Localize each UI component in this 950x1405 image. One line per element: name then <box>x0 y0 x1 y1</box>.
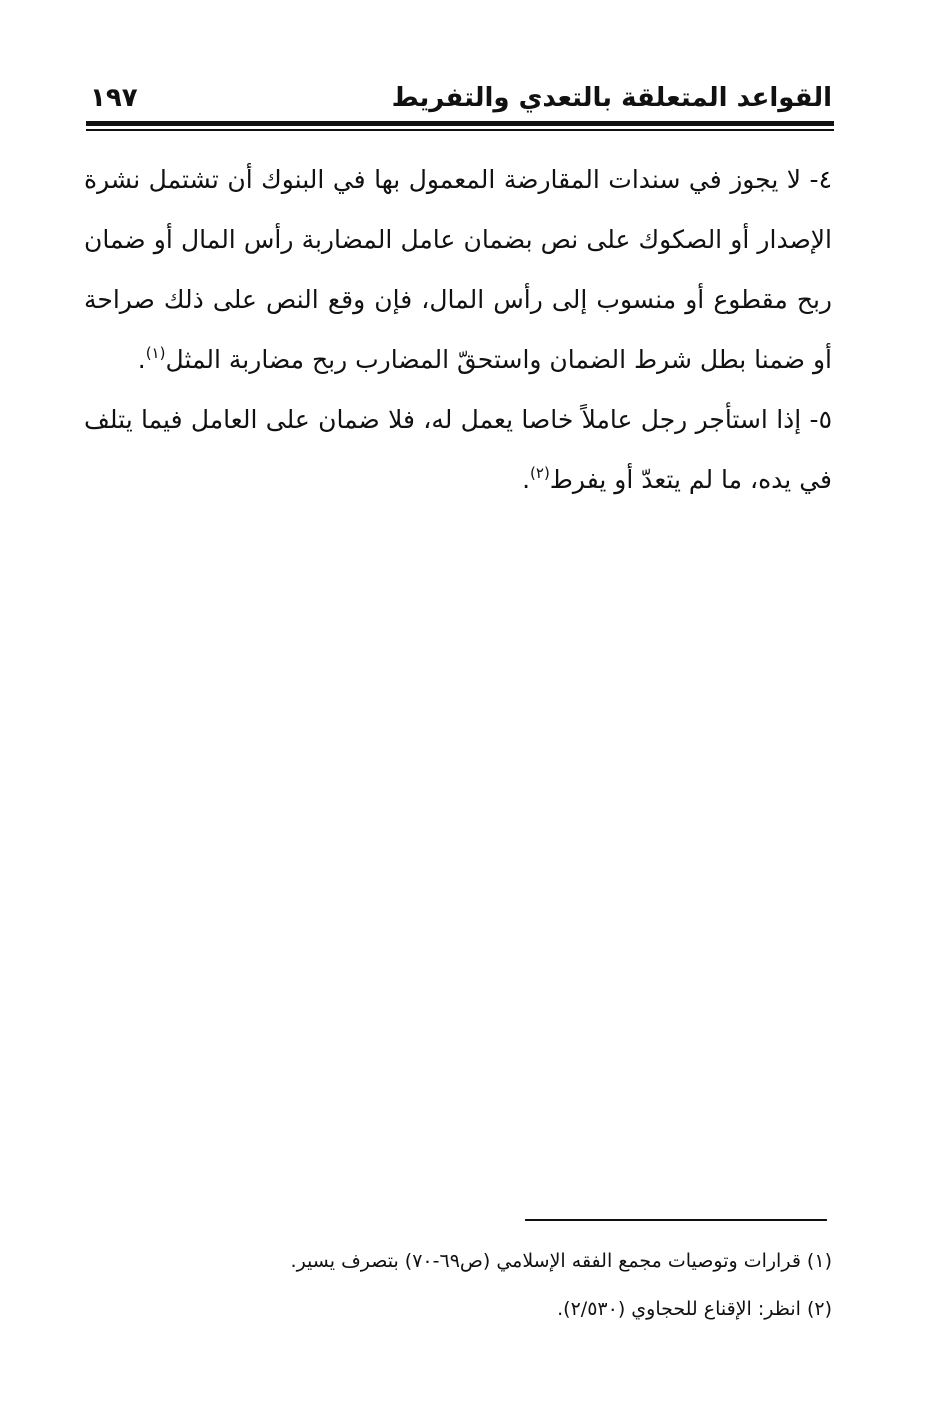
footnote-ref-1: (١) <box>145 344 166 362</box>
header-rule-thick <box>86 121 834 126</box>
paragraph-5 <box>84 390 832 510</box>
paragraph-5-text: ٥- إذا استأجر رجل عاملاً خاصا يعمل له، فلا ضمان على العامل فيما يتلف في يده، ما لم يتعدّ أو يفرط <box>84 405 832 494</box>
paragraph-4-end: . <box>137 345 146 374</box>
body-text <box>84 150 832 510</box>
paragraph-4 <box>84 150 832 390</box>
footnotes <box>84 1237 832 1333</box>
page-number: ١٩٧ <box>90 83 138 113</box>
footnote-separator <box>525 1219 827 1221</box>
running-title: القواعد المتعلقة بالتعدي والتفريط <box>391 83 832 113</box>
paragraph-5-end: . <box>522 465 531 494</box>
header-rule-thin <box>86 129 834 131</box>
footnote-1: (١) قرارات وتوصيات مجمع الفقه الإسلامي (ص٦٩-٧٠) بتصرف يسير. <box>290 1250 832 1272</box>
paragraph-4-text: ٤- لا يجوز في سندات المقارضة المعمول بها في البنوك أن تشتمل نشرة الإصدار أو الصكوك على نص بضمان عامل المضاربة رأس المال أو ضمان ربح مقطوع أو منسوب إلى رأس المال، فإن وقع النص على ذلك صراحة أو ضمنا بطل شرط الضمان واستحقّ المضارب ربح مضاربة المثل <box>84 165 832 374</box>
footnote-ref-2: (٢) <box>530 464 550 482</box>
footnote-2: (٢) انظر: الإقناع للحجاوي (٢/٥٣٠). <box>557 1298 832 1320</box>
